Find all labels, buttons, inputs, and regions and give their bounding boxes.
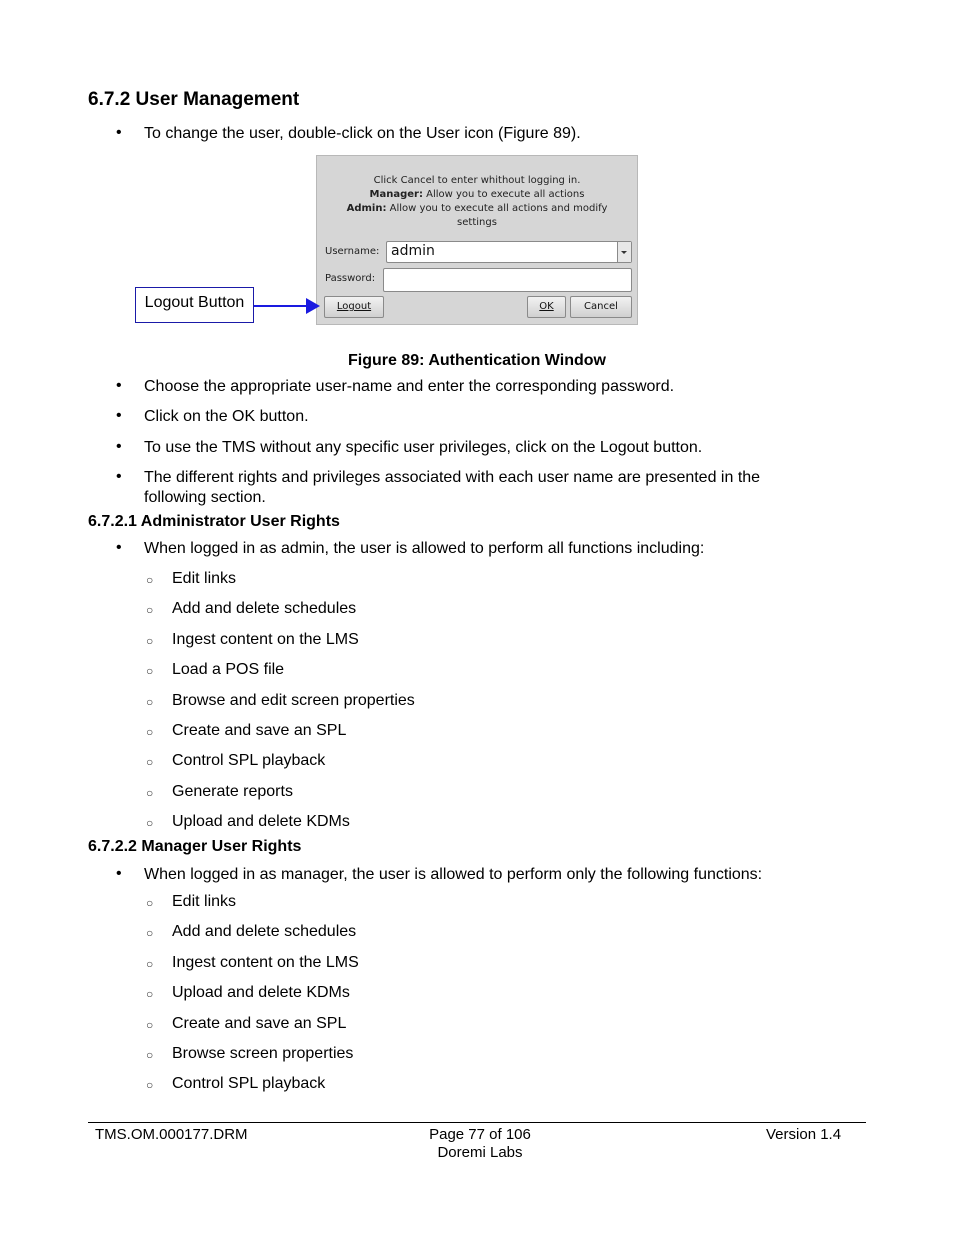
list-item: Create and save an SPL <box>172 1015 347 1032</box>
bullet-marker: • <box>116 377 122 394</box>
username-combo[interactable] <box>386 241 632 263</box>
list-item: Control SPL playback <box>172 1075 326 1092</box>
sub-bullet-marker: ○ <box>146 695 154 709</box>
list-item: Edit links <box>172 570 237 587</box>
bullet-marker: • <box>116 407 122 424</box>
cancel-button-label: Cancel <box>584 301 618 312</box>
manager-desc: Allow you to execute all actions <box>422 189 585 200</box>
sub-bullet-marker: ○ <box>146 573 154 587</box>
bullet-text: The different rights and privileges associated with each user name are presented in the following section. <box>144 469 761 506</box>
footer-version: Version 1.4 <box>766 1126 842 1143</box>
callout-arrow-line <box>254 305 310 307</box>
list-item: Generate reports <box>172 783 293 800</box>
ok-button[interactable] <box>527 296 566 318</box>
bullet-text: Choose the appropriate user-name and enter the corresponding password. <box>144 378 675 395</box>
sub-bullet-marker: ○ <box>146 1018 154 1032</box>
footer-divider <box>88 1122 866 1123</box>
sub-bullet-marker: ○ <box>146 926 154 940</box>
chevron-down-icon[interactable] <box>617 242 631 262</box>
sub-bullet-marker: ○ <box>146 1078 154 1092</box>
sub-bullet-marker: ○ <box>146 664 154 678</box>
footer-company: Doremi Labs <box>437 1144 523 1161</box>
list-item: Create and save an SPL <box>172 722 347 739</box>
sub-bullet-marker: ○ <box>146 786 154 800</box>
sub-bullet-marker: ○ <box>146 957 154 971</box>
manager-rights-heading: 6.7.2.2 Manager User Rights <box>88 838 302 855</box>
logout-button[interactable] <box>324 296 384 318</box>
auth-message-line1: Click Cancel to enter whithout logging in. <box>373 175 581 186</box>
list-item: Edit links <box>172 893 237 910</box>
sub-bullet-marker: ○ <box>146 1048 154 1062</box>
username-label: Username: <box>325 246 380 257</box>
bullet-text: To use the TMS without any specific user privileges, click on the Logout button. <box>144 439 703 456</box>
list-item: Browse and edit screen properties <box>172 692 415 709</box>
admin-desc: Allow you to execute all actions and modify <box>386 203 608 214</box>
username-value: admin <box>391 243 435 259</box>
cancel-button[interactable] <box>570 296 632 318</box>
list-item: Ingest content on the LMS <box>172 631 359 648</box>
footer-page-number: Page 77 of 106 <box>429 1126 531 1143</box>
logout-button-label: Logout <box>336 301 372 312</box>
sub-bullet-marker: ○ <box>146 755 154 769</box>
admin-bullet-text: When logged in as admin, the user is allowed to perform all functions including: <box>144 540 705 557</box>
list-item: Add and delete schedules <box>172 600 357 617</box>
list-item: Browse screen properties <box>172 1045 354 1062</box>
bullet-marker: • <box>116 539 122 556</box>
sub-bullet-marker: ○ <box>146 603 154 617</box>
list-item: Control SPL playback <box>172 752 326 769</box>
authentication-window <box>316 155 638 325</box>
list-item: Upload and delete KDMs <box>172 813 350 830</box>
intro-bullet-text: To change the user, double-click on the User icon (Figure 89). <box>144 125 581 142</box>
list-item: Upload and delete KDMs <box>172 984 350 1001</box>
password-label: Password: <box>325 273 376 284</box>
footer-doc-id: TMS.OM.000177.DRM <box>95 1126 248 1143</box>
arrow-right-icon <box>306 298 320 314</box>
sub-bullet-marker: ○ <box>146 634 154 648</box>
manager-label: Manager: <box>369 189 423 200</box>
section-heading: 6.7.2 User Management <box>88 89 300 110</box>
auth-message-line4: settings <box>457 217 497 228</box>
manager-bullet-text: When logged in as manager, the user is allowed to perform only the following functions: <box>144 866 763 883</box>
ok-button-label: OK <box>539 301 554 312</box>
sub-bullet-marker: ○ <box>146 896 154 910</box>
sub-bullet-marker: ○ <box>146 725 154 739</box>
sub-bullet-marker: ○ <box>146 816 154 830</box>
auth-message-manager <box>317 188 637 202</box>
bullet-marker: • <box>116 124 122 141</box>
sub-bullet-marker: ○ <box>146 987 154 1001</box>
password-field[interactable] <box>383 268 632 292</box>
list-item: Load a POS file <box>172 661 285 678</box>
logout-callout-box: Logout Button <box>135 287 254 323</box>
auth-message <box>317 174 637 230</box>
admin-label: Admin: <box>346 203 387 214</box>
admin-rights-heading: 6.7.2.1 Administrator User Rights <box>88 513 340 530</box>
list-item: Add and delete schedules <box>172 923 357 940</box>
bullet-marker: • <box>116 438 122 455</box>
auth-message-admin <box>317 202 637 216</box>
bullet-marker: • <box>116 865 122 882</box>
bullet-marker: • <box>116 468 122 485</box>
figure-caption: Figure 89: Authentication Window <box>348 352 606 369</box>
bullet-text: Click on the OK button. <box>144 408 309 425</box>
list-item: Ingest content on the LMS <box>172 954 359 971</box>
